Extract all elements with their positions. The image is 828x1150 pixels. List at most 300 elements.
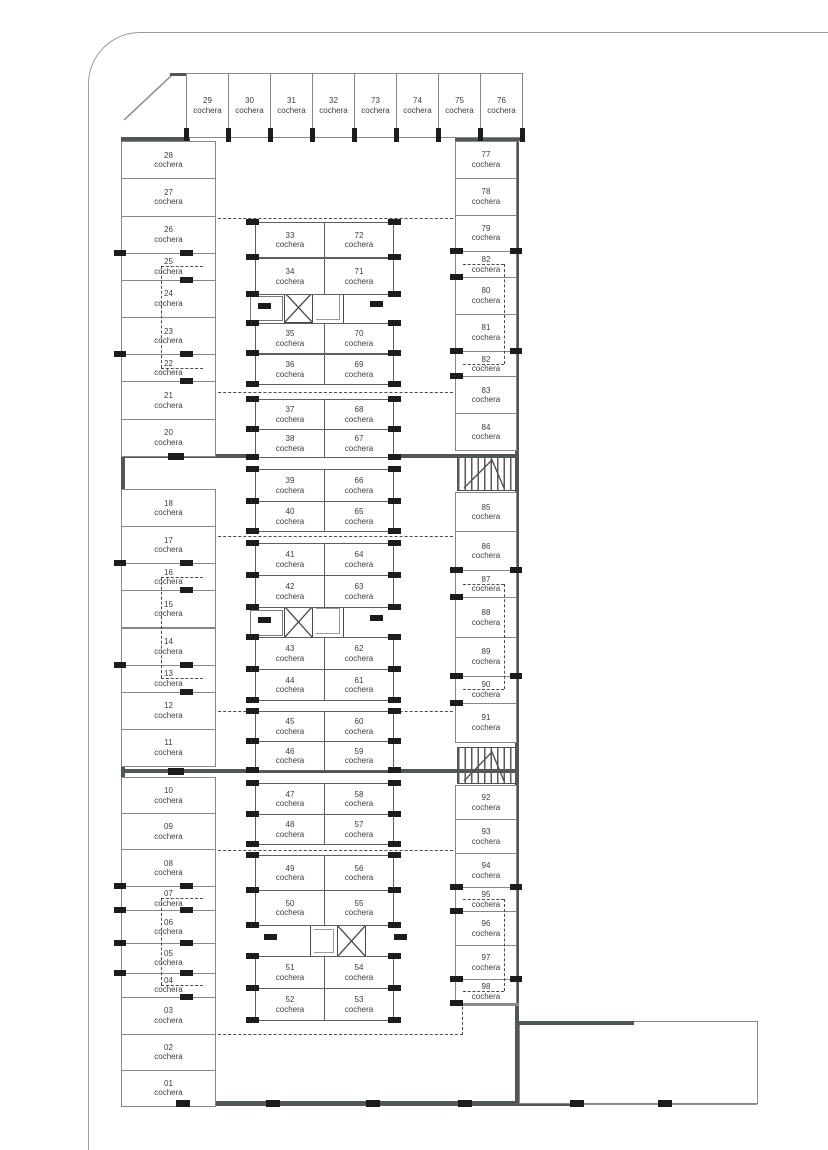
- stall-number: 83: [481, 385, 491, 395]
- stall-number: 91: [481, 713, 491, 723]
- column-marker: [388, 320, 401, 326]
- stall-word: cochera: [344, 756, 374, 765]
- stall-number: 86: [481, 541, 491, 551]
- stall-02: [121, 1034, 216, 1071]
- stall-67: [324, 429, 394, 458]
- stall-number: 18: [164, 498, 173, 508]
- stall-number: 42: [285, 582, 295, 591]
- stall-number: 35: [285, 329, 295, 338]
- column-marker: [180, 587, 193, 593]
- stall-12: [121, 692, 216, 730]
- stall-69: [324, 354, 394, 385]
- stall-word: cochera: [154, 508, 183, 518]
- stall-word: cochera: [154, 545, 183, 555]
- column-marker: [450, 373, 463, 379]
- stall-75: [438, 73, 481, 138]
- column-marker: [114, 250, 126, 256]
- stall-89: [455, 637, 517, 677]
- stall-85: [455, 492, 517, 532]
- column-marker: [458, 1100, 472, 1107]
- column-marker: [388, 219, 401, 225]
- stall-word: cochera: [471, 432, 501, 442]
- stall-number: 80: [481, 286, 491, 296]
- column-marker: [388, 381, 401, 387]
- column-marker: [180, 883, 193, 889]
- column-marker: [388, 572, 401, 578]
- column-marker: [388, 811, 401, 817]
- circulation-path-stub: [161, 266, 203, 267]
- stall-word: cochera: [154, 197, 183, 207]
- stall-number: 23: [164, 326, 173, 336]
- stall-word: cochera: [471, 264, 501, 274]
- column-marker: [388, 540, 401, 546]
- stall-word: cochera: [344, 276, 374, 286]
- column-marker: [450, 976, 463, 982]
- stall-word: cochera: [275, 653, 305, 663]
- stall-number: 73: [371, 96, 380, 105]
- stall-number: 95: [481, 890, 491, 900]
- column-marker: [388, 697, 401, 703]
- stall-number: 17: [164, 535, 173, 545]
- stall-word: cochera: [154, 160, 183, 170]
- column-marker: [180, 277, 193, 283]
- stall-number: 04: [164, 975, 173, 985]
- stall-number: 33: [285, 230, 295, 240]
- stall-number: 34: [285, 267, 295, 276]
- stall-number: 32: [329, 96, 338, 105]
- column-marker: [184, 128, 189, 142]
- stall-number: 54: [354, 963, 364, 972]
- stall-word: cochera: [154, 609, 183, 619]
- column-marker: [246, 666, 259, 672]
- stall-word: cochera: [193, 105, 222, 115]
- stall-number: 15: [164, 599, 173, 609]
- column-marker: [246, 738, 259, 744]
- circulation-path-stub: [161, 898, 162, 985]
- stall-number: 89: [481, 647, 491, 657]
- stall-10: [121, 777, 216, 814]
- stall-number: 09: [164, 822, 173, 832]
- stall-word: cochera: [275, 559, 305, 569]
- stall-number: 82: [481, 255, 491, 265]
- stall-48: [255, 814, 325, 845]
- column-marker: [246, 953, 259, 959]
- stall-word: cochera: [275, 726, 305, 736]
- stall-number: 28: [164, 150, 173, 160]
- stall-word: cochera: [154, 266, 183, 276]
- stall-77: [455, 141, 517, 179]
- stall-number: 30: [245, 96, 254, 105]
- column-marker: [246, 767, 259, 773]
- column-marker: [114, 907, 126, 913]
- column-marker: [180, 250, 193, 256]
- column-marker: [450, 567, 463, 573]
- stall-18: [121, 489, 216, 527]
- stall-39: [255, 469, 325, 502]
- column-marker: [388, 780, 401, 786]
- stall-word: cochera: [275, 369, 305, 379]
- stall-word: cochera: [471, 512, 501, 522]
- stall-49: [255, 855, 325, 891]
- stall-word: cochera: [471, 991, 501, 1001]
- stall-number: 94: [481, 861, 491, 871]
- column-marker: [246, 454, 259, 460]
- column-marker: [246, 528, 259, 534]
- circulation-path-stub: [161, 678, 203, 679]
- circulation-path-stub: [463, 899, 504, 900]
- column-marker: [114, 560, 126, 566]
- column-marker: [450, 274, 463, 280]
- stall-number: 57: [354, 820, 364, 829]
- stall-word: cochera: [471, 295, 501, 305]
- stall-number: 46: [285, 746, 295, 756]
- stall-73: [354, 73, 397, 138]
- column-marker: [258, 617, 271, 623]
- stall-number: 92: [481, 793, 491, 803]
- stall-42: [255, 575, 325, 608]
- column-marker: [436, 128, 441, 142]
- stall-word: cochera: [471, 332, 501, 342]
- stall-64: [324, 543, 394, 576]
- stall-number: 10: [164, 786, 173, 796]
- stall-56: [324, 855, 394, 891]
- stall-word: cochera: [344, 369, 374, 379]
- column-marker: [388, 1017, 401, 1023]
- stall-number: 81: [481, 323, 491, 333]
- stall-word: cochera: [344, 516, 374, 526]
- stall-62: [324, 637, 394, 670]
- column-marker: [388, 396, 401, 402]
- column-marker: [388, 953, 401, 959]
- column-marker: [246, 811, 259, 817]
- stall-word: cochera: [471, 689, 501, 699]
- stall-46: [255, 741, 325, 771]
- stall-58: [324, 783, 394, 815]
- column-marker: [510, 348, 522, 354]
- stall-word: cochera: [471, 233, 501, 243]
- stall-word: cochera: [154, 646, 183, 656]
- stall-number: 75: [455, 96, 464, 105]
- stall-word: cochera: [471, 836, 501, 846]
- column-marker: [246, 291, 259, 297]
- stall-number: 26: [164, 225, 173, 235]
- stall-44: [255, 669, 325, 701]
- column-marker: [246, 498, 259, 504]
- column-marker: [114, 351, 126, 357]
- stall-word: cochera: [154, 747, 183, 757]
- column-marker: [520, 128, 525, 142]
- stall-number: 38: [285, 434, 295, 443]
- column-marker: [388, 466, 401, 472]
- stall-word: cochera: [154, 898, 183, 908]
- circulation-path-stub: [463, 584, 504, 585]
- column-marker: [114, 662, 126, 668]
- column-marker: [450, 700, 463, 706]
- column-marker: [450, 673, 463, 679]
- stall-59: [324, 741, 394, 771]
- stall-word: cochera: [344, 559, 374, 569]
- column-marker: [180, 560, 193, 566]
- stall-number: 68: [354, 405, 364, 414]
- stall-21: [121, 381, 216, 419]
- stall-number: 12: [164, 701, 173, 711]
- column-marker: [246, 1017, 259, 1023]
- stall-72: [324, 222, 394, 258]
- column-marker: [180, 689, 193, 695]
- column-marker: [180, 994, 193, 1000]
- stall-61: [324, 669, 394, 701]
- stall-word: cochera: [361, 105, 390, 115]
- stall-03: [121, 997, 216, 1034]
- stall-word: cochera: [154, 710, 183, 720]
- stall-word: cochera: [154, 868, 183, 878]
- column-marker: [388, 254, 401, 260]
- column-marker: [114, 940, 126, 946]
- stall-number: 01: [164, 1078, 173, 1088]
- stall-number: 25: [164, 257, 173, 267]
- stall-28: [121, 141, 216, 179]
- stall-93: [455, 819, 517, 854]
- column-marker: [246, 852, 259, 858]
- column-marker: [370, 615, 383, 621]
- column-marker: [366, 1100, 380, 1107]
- stall-word: cochera: [275, 829, 305, 839]
- stall-20: [121, 419, 216, 457]
- stall-word: cochera: [471, 584, 501, 594]
- column-marker: [114, 970, 126, 976]
- circulation-path-stub: [463, 364, 504, 365]
- column-marker: [394, 128, 399, 142]
- ramp-area: [519, 1021, 758, 1104]
- stall-34: [255, 258, 325, 295]
- stall-26: [121, 216, 216, 254]
- stall-number: 03: [164, 1006, 173, 1016]
- stall-number: 50: [285, 898, 295, 908]
- column-marker: [450, 348, 463, 354]
- stall-word: cochera: [471, 870, 501, 880]
- column-marker: [246, 219, 259, 225]
- stall-number: 45: [285, 717, 295, 726]
- column-marker: [388, 604, 401, 610]
- stall-number: 76: [497, 96, 506, 105]
- column-marker: [246, 922, 259, 928]
- column-marker: [388, 852, 401, 858]
- column-marker: [450, 1000, 463, 1006]
- circulation-path-stub: [463, 991, 504, 992]
- stall-47: [255, 783, 325, 815]
- circulation-path-stub: [463, 264, 504, 265]
- stall-29: [186, 73, 229, 138]
- stall-number: 67: [354, 434, 364, 443]
- stall-17: [121, 526, 216, 564]
- stall-40: [255, 501, 325, 532]
- stall-number: 08: [164, 858, 173, 868]
- column-marker: [310, 128, 315, 142]
- circulation-path-stub: [504, 584, 505, 689]
- stall-63: [324, 575, 394, 608]
- stall-71: [324, 258, 394, 295]
- column-marker: [510, 673, 522, 679]
- stall-number: 27: [164, 187, 173, 197]
- circulation-path-stub: [161, 577, 203, 578]
- stall-word: cochera: [471, 395, 501, 405]
- column-marker: [658, 1100, 672, 1107]
- stall-number: 40: [285, 507, 295, 516]
- stall-number: 37: [285, 405, 295, 414]
- column-marker: [226, 128, 231, 142]
- stall-96: [455, 911, 517, 946]
- stall-word: cochera: [154, 678, 183, 688]
- column-marker: [370, 301, 383, 307]
- stall-word: cochera: [344, 443, 374, 453]
- column-marker: [246, 780, 259, 786]
- column-marker: [388, 767, 401, 773]
- column-marker: [388, 634, 401, 640]
- stall-number: 41: [285, 550, 295, 559]
- column-marker: [394, 934, 407, 940]
- stall-word: cochera: [344, 685, 374, 694]
- stall-word: cochera: [471, 802, 501, 812]
- stall-number: 13: [164, 669, 173, 679]
- column-marker: [510, 976, 522, 982]
- stall-word: cochera: [275, 756, 305, 765]
- circulation-path-stub: [504, 264, 505, 363]
- column-marker: [388, 291, 401, 297]
- stairwell-upper: [457, 455, 518, 491]
- stall-70: [324, 323, 394, 354]
- column-marker: [450, 884, 463, 890]
- stall-number: 22: [164, 358, 173, 368]
- circulation-path-stub: [161, 985, 203, 986]
- stall-word: cochera: [344, 873, 374, 882]
- stall-number: 79: [481, 223, 491, 233]
- column-marker: [450, 908, 463, 914]
- stall-30: [228, 73, 271, 138]
- stall-53: [324, 988, 394, 1021]
- stall-word: cochera: [275, 685, 305, 694]
- stall-number: 39: [285, 476, 295, 485]
- column-marker: [570, 1100, 584, 1107]
- stall-number: 47: [285, 789, 295, 799]
- stall-number: 14: [164, 637, 173, 647]
- column-marker: [258, 303, 271, 309]
- stall-number: 97: [481, 953, 491, 963]
- column-marker: [388, 985, 401, 991]
- column-marker: [246, 254, 259, 260]
- column-marker: [246, 572, 259, 578]
- stall-word: cochera: [344, 485, 374, 495]
- stall-word: cochera: [344, 829, 374, 839]
- stall-number: 65: [354, 507, 364, 516]
- circulation-path-stub: [463, 689, 504, 690]
- stall-word: cochera: [154, 985, 183, 995]
- stall-15: [121, 590, 216, 628]
- stall-word: cochera: [275, 443, 305, 453]
- column-marker: [388, 922, 401, 928]
- column-marker: [180, 940, 193, 946]
- stall-word: cochera: [403, 105, 432, 115]
- column-marker: [246, 466, 259, 472]
- stall-97: [455, 945, 517, 980]
- stall-37: [255, 399, 325, 430]
- column-marker: [180, 378, 193, 384]
- stall-word: cochera: [344, 908, 374, 917]
- stall-number: 16: [164, 567, 173, 577]
- stall-36: [255, 354, 325, 385]
- stall-number: 78: [481, 187, 491, 197]
- stall-57: [324, 814, 394, 845]
- stall-word: cochera: [154, 1088, 183, 1098]
- stall-80: [455, 277, 517, 315]
- stall-word: cochera: [344, 240, 374, 249]
- stall-27: [121, 178, 216, 216]
- column-marker: [176, 1100, 190, 1107]
- stall-number: 82: [481, 354, 491, 364]
- stall-51: [255, 956, 325, 989]
- stall-word: cochera: [344, 972, 374, 982]
- stall-65: [324, 501, 394, 532]
- stall-word: cochera: [275, 1004, 305, 1014]
- stall-word: cochera: [154, 368, 183, 378]
- stall-number: 29: [203, 96, 212, 105]
- circulation-path-stub: [161, 266, 162, 368]
- stall-word: cochera: [275, 414, 305, 424]
- stall-word: cochera: [344, 414, 374, 424]
- stall-word: cochera: [275, 908, 305, 917]
- stall-number: 74: [413, 96, 422, 105]
- stall-number: 07: [164, 889, 173, 898]
- column-marker: [510, 884, 522, 890]
- column-marker: [246, 697, 259, 703]
- column-marker: [246, 841, 259, 847]
- column-marker: [246, 887, 259, 893]
- column-marker: [246, 320, 259, 326]
- stall-word: cochera: [487, 105, 516, 115]
- stall-number: 69: [354, 360, 364, 369]
- stall-number: 61: [354, 675, 364, 685]
- stall-word: cochera: [275, 338, 305, 348]
- stall-word: cochera: [154, 336, 183, 346]
- stall-23: [121, 317, 216, 355]
- column-marker: [510, 248, 522, 254]
- column-marker: [388, 528, 401, 534]
- column-marker: [246, 381, 259, 387]
- column-marker: [388, 350, 401, 356]
- stall-number: 48: [285, 820, 295, 829]
- column-marker: [246, 396, 259, 402]
- stall-word: cochera: [445, 105, 474, 115]
- stall-76: [480, 73, 523, 138]
- stall-14: [121, 628, 216, 666]
- column-marker: [180, 970, 193, 976]
- stall-number: 71: [354, 267, 364, 276]
- column-marker: [510, 567, 522, 573]
- circulation-path-stub: [161, 368, 203, 369]
- stall-word: cochera: [471, 196, 501, 206]
- stall-68: [324, 399, 394, 430]
- column-marker: [352, 128, 357, 142]
- stall-52: [255, 988, 325, 1021]
- column-marker: [264, 934, 277, 940]
- stall-33: [255, 222, 325, 258]
- stall-54: [324, 956, 394, 989]
- stall-word: cochera: [471, 656, 501, 666]
- stall-number: 36: [285, 360, 295, 369]
- stall-number: 51: [285, 963, 295, 972]
- stall-word: cochera: [154, 831, 183, 841]
- stall-word: cochera: [319, 105, 348, 115]
- stall-79: [455, 215, 517, 253]
